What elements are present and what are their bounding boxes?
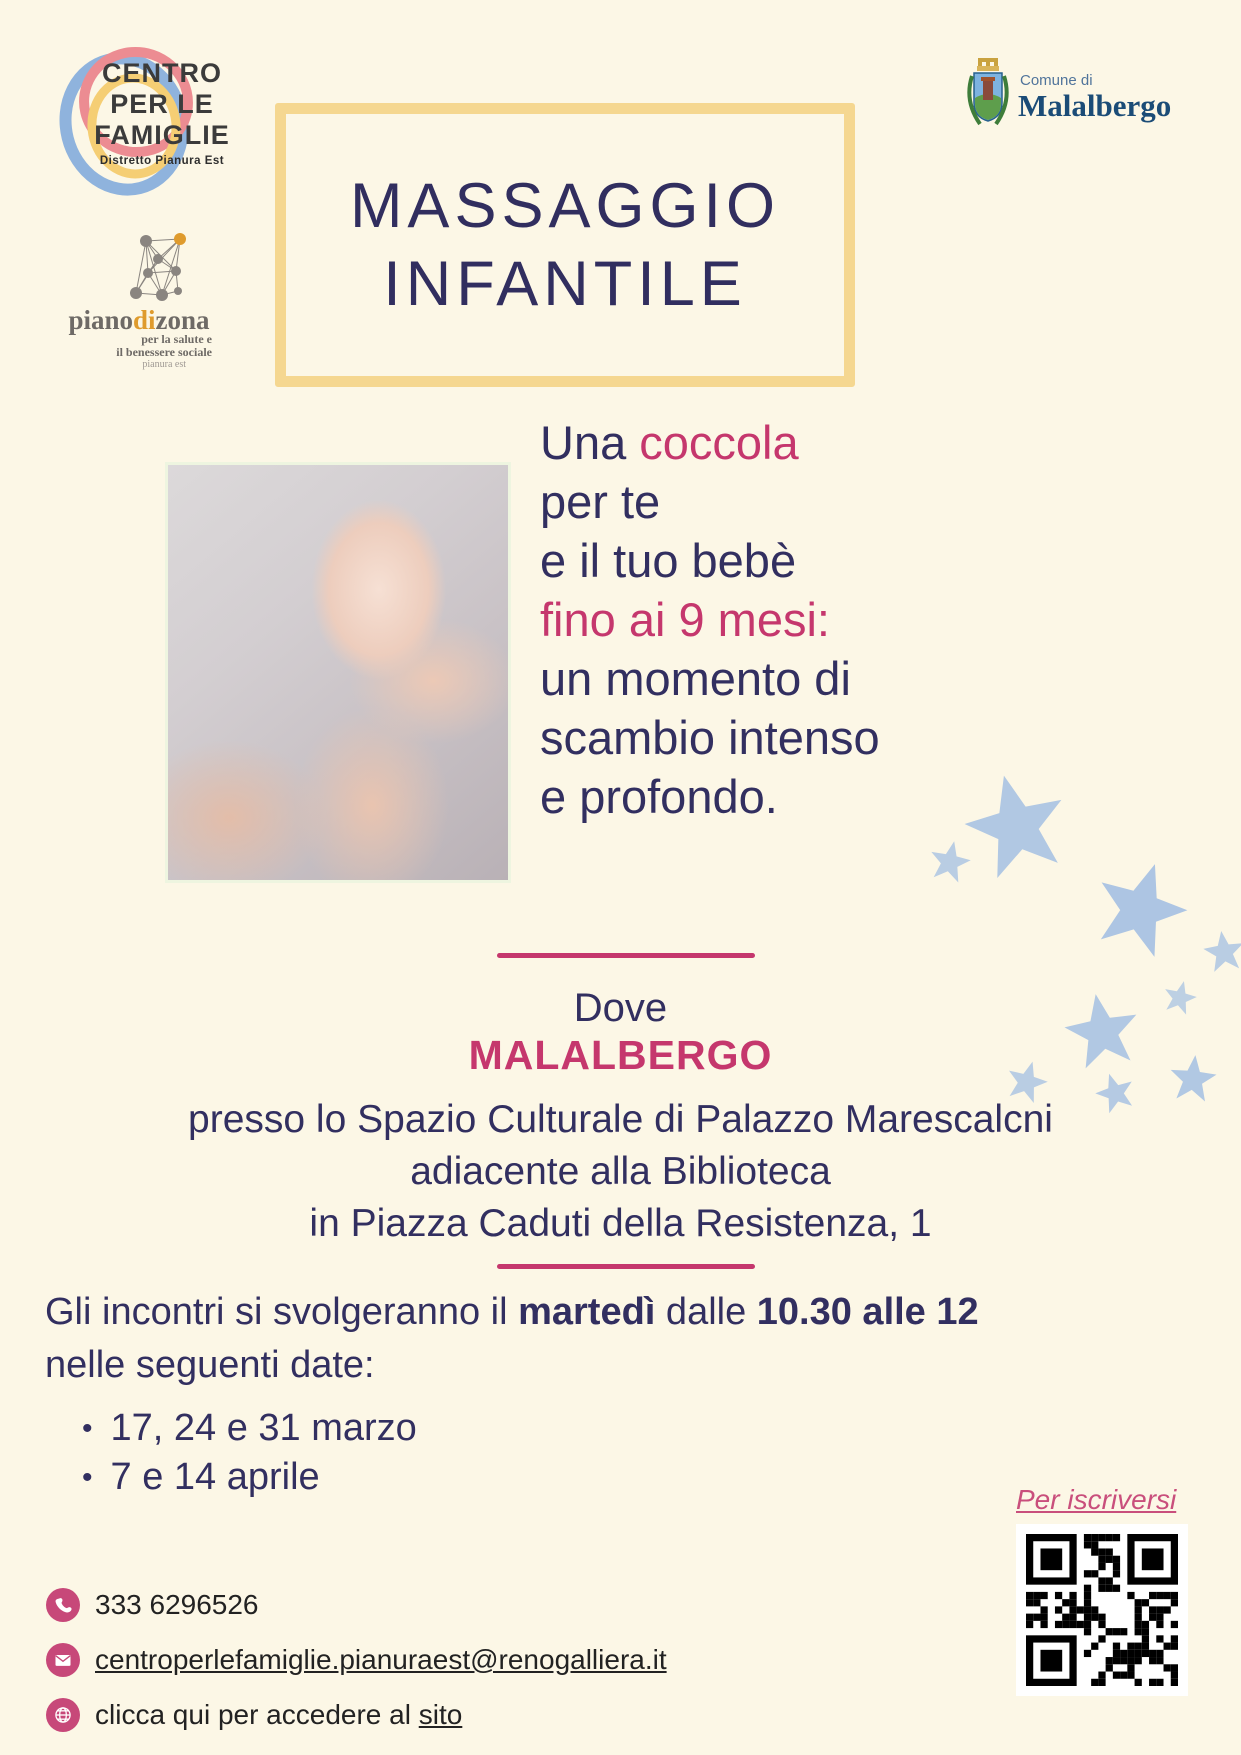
intro-text: [540, 413, 1220, 826]
date-text-1: 17, 24 e 31 marzo: [110, 1407, 417, 1449]
site-pre-text: clicca qui per accedere al: [95, 1699, 419, 1730]
date-text-2: 7 e 14 aprile: [110, 1456, 320, 1498]
schedule-day: martedì: [518, 1291, 656, 1333]
qr-code: [1016, 1524, 1188, 1696]
intro-line6: scambio intenso: [540, 711, 880, 764]
intro-line1: [540, 413, 1220, 472]
phone-icon: [46, 1588, 80, 1622]
page-title-line2: INFANTILE: [383, 249, 747, 319]
envelope-icon: [46, 1643, 80, 1677]
globe-icon: [46, 1698, 80, 1732]
email-link[interactable]: centroperlefamiglie.pianuraest@renogalliera.it: [95, 1644, 667, 1675]
divider-bottom: [497, 1264, 755, 1269]
piano-subtitle-1: per la salute e: [141, 332, 212, 346]
intro-line7: e profondo.: [540, 770, 778, 823]
intro-una: Una: [540, 416, 640, 469]
centro-famiglie-logo-text: [92, 58, 232, 168]
phone-number: 333 6296526: [95, 1589, 259, 1620]
intro-line3: e il tuo bebè: [540, 534, 797, 587]
pianodizona-logo: [64, 232, 214, 371]
qr-code-icon: [1026, 1534, 1178, 1686]
star-icon: [1056, 986, 1148, 1075]
comune-name: Malalbergo: [1018, 88, 1172, 123]
pianodizona-wordmark: [64, 307, 214, 333]
schedule-line2: nelle seguenti date:: [45, 1344, 375, 1386]
comune-di-label: Comune di: [1020, 72, 1093, 89]
where-city: MALALBERGO: [468, 1032, 773, 1078]
where-line3: in Piazza Caduti della Resistenza, 1: [309, 1202, 932, 1245]
divider-top: [497, 953, 755, 958]
intro-coccola: coccola: [639, 416, 799, 469]
intro-line5: un momento di: [540, 652, 851, 705]
page-title-line1: MASSAGGIO: [349, 171, 781, 241]
where-address: [0, 1094, 1241, 1250]
contact-site-row: [46, 1698, 462, 1732]
star-icon: [924, 836, 976, 886]
intro-line4: fino ai 9 mesi:: [540, 593, 830, 646]
intro-line2: per te: [540, 475, 661, 528]
schedule-time: 10.30 alle 12: [756, 1291, 979, 1333]
di-part: di: [133, 305, 156, 335]
date-item-1: [82, 1404, 417, 1453]
malalbergo-crest-icon: [962, 56, 1014, 136]
schedule-line1: [45, 1286, 1205, 1339]
signup-link[interactable]: Per iscriversi: [1016, 1484, 1177, 1515]
piano-subtitle-2: il benessere sociale: [116, 345, 212, 359]
piano-part: piano: [68, 305, 133, 335]
zona-part: zona: [155, 305, 210, 335]
where-line1: presso lo Spazio Culturale di Palazzo Marescalcni: [188, 1098, 1053, 1141]
cpf-line1: CENTRO: [102, 58, 222, 88]
contact-phone-row: [46, 1588, 259, 1622]
dates-list: [82, 1404, 417, 1502]
schedule-text: [45, 1286, 1205, 1392]
schedule-mid: dalle: [655, 1291, 757, 1333]
network-icon: [126, 232, 192, 302]
site-text: [95, 1699, 462, 1731]
bullet-icon: •: [82, 1461, 93, 1494]
cpf-line3: FAMIGLIE: [94, 120, 230, 150]
date-item-2: [82, 1453, 417, 1502]
star-icon: [1080, 847, 1202, 967]
cpf-subtitle: Distretto Pianura Est: [99, 155, 225, 167]
baby-massage-photo: [165, 462, 511, 883]
cpf-line2: PER LE: [110, 89, 214, 119]
where-label: Dove: [573, 986, 668, 1030]
star-icon: [1166, 1052, 1221, 1105]
schedule-pre: Gli incontri si svolgeranno il: [45, 1291, 519, 1333]
piano-subtitle-3: pianura est: [142, 359, 186, 370]
where-line2: adiacente alla Biblioteca: [410, 1150, 831, 1193]
bullet-icon: •: [82, 1412, 93, 1445]
site-link[interactable]: sito: [418, 1699, 463, 1730]
title-frame: [275, 103, 855, 387]
star-icon: [1199, 927, 1241, 975]
contact-email-row: [46, 1643, 667, 1677]
